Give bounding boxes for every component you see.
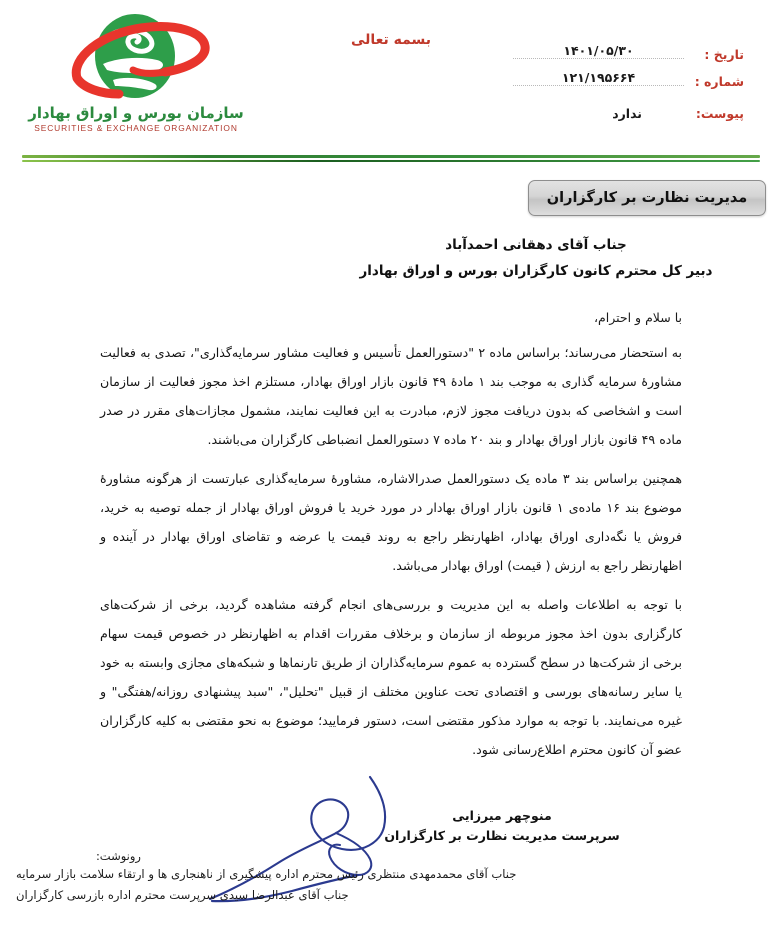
meta-row-attachment	[509, 106, 744, 133]
basmala-text: بسمه تعالی	[350, 32, 432, 48]
department-title-text: مدیریت نظارت بر کارگزاران	[546, 190, 748, 206]
body-paragraph-3: با توجه به اطلاعات واصله به این مدیریت و بررسی‌های انجام گرفته مشاهده گردید، برخی از شرکت‌های کارگزاری بدون اخذ مجوز مربوطه از سازمان و برخلاف مقررات اقدام به اظهارنظر در خصوص قیمت سهام برخی از شرکت‌ها در سطح گسترده به عموم سرمایه‌گذاران از طریق تارنماها و شبکه‌های مجازی وابسته به خود یا سایر رسانه‌های بورسی و اقتصادی تحت عناوین مختلف از قبیل "تحلیل"، "سبد پیشنهادی روزانه/هفتگی" و غیره می‌نمایند. با توجه به موارد مذکور مقتضی است، دستور فرمایید؛ موضوع به نحو مقتضی به کلیه کارگزاران عضو آن کانون محترم اطلاع‌رسانی شود.	[100, 597, 682, 757]
attachment-value: ندارد	[612, 106, 642, 121]
letter-meta-block	[509, 43, 744, 133]
number-dotted-line	[513, 70, 684, 86]
cc-line-1: جناب آقای محمدمهدی منتظری رئیس محترم اداره پیشگیری از ناهنجاری ها و ارتقاء سلامت بازار سرمایه	[16, 867, 517, 881]
logo-org-name-en: SECURITIES & EXCHANGE ORGANIZATION	[34, 123, 238, 133]
letter-header	[0, 0, 782, 150]
divider-line-bottom	[22, 160, 760, 162]
letter-body	[100, 338, 682, 764]
signature-block	[332, 806, 672, 846]
cc-label: رونوشت:	[95, 849, 141, 863]
divider-line-top	[22, 155, 760, 158]
salutation-text: با سلام و احترام،	[593, 310, 682, 325]
meta-row-date	[509, 43, 744, 73]
number-value: ۱۲۱/۱۹۵۶۶۴	[559, 70, 638, 85]
department-title-box	[528, 180, 766, 216]
organization-logo	[10, 8, 262, 133]
signature-name: منوچهر میرزایی	[452, 808, 552, 823]
body-paragraph-1: به استحضار می‌رساند؛ براساس ماده ۲ "دستورالعمل تأسیس و فعالیت مشاور سرمایه‌گذاری"، تصدی به فعالیت مشاورهٔ سرمایه گذاری به موجب بند ۱ مادهٔ ۴۹ قانون بازار اوراق بهادار، مستلزم اخذ مجوز فعالیت از سازمان است و اشخاصی که بدون دریافت مجوز لازم، مبادرت به این فعالیت نمایند، مشمول مجازات‌های مقرر در صدر ماده ۴۹ قانون بازار اوراق بهادار و بند ۲۰ ماده ۷ دستورالعمل انضباطی کارگزاران می‌باشند.	[100, 345, 683, 447]
logo-org-name-fa: سازمان بورس و اوراق بهادار	[28, 104, 244, 122]
number-label: شماره :	[694, 74, 744, 89]
cc-line-2: جناب آقای عبدالرضا سیدی سرپرست محترم اداره بازرسی کارگزاران	[16, 888, 349, 902]
header-divider	[22, 155, 760, 163]
addressee-title: دبیر کل محترم کانون کارگزاران بورس و اوراق بهادار	[359, 263, 713, 279]
date-value: ۱۴۰۱/۰۵/۳۰	[560, 43, 636, 58]
globe-swoosh-logo-icon	[61, 8, 211, 108]
date-dotted-line	[513, 43, 684, 59]
addressee-block	[306, 232, 766, 284]
attachment-label: پیوست:	[695, 106, 744, 121]
signature-title: سرپرست مدیریت نظارت بر کارگزاران	[384, 828, 620, 843]
carbon-copy-block	[16, 848, 766, 906]
meta-row-number	[509, 70, 744, 100]
body-paragraph-2: همچنین براساس بند ۳ ماده یک دستورالعمل صدرالاشاره، مشاورهٔ سرمایه‌گذاری عبارتست از هرگونه مشاورهٔ موضوع بند ۱۶ ماده‌ی ۱ قانون بازار اوراق بهادار در مورد خرید یا فروش اوراق بهادار از جمله توصیه به خرید، فروش یا نگه‌داری اوراق بهادار، اظهارنظر راجع به روند قیمت یا عرضه و تقاضای اوراق بهادار در آینده و اظهارنظر راجع به ارزش ( قیمت) اوراق بهادار می‌باشد.	[100, 471, 683, 573]
addressee-name: جناب آقای دهقانی احمدآباد	[445, 237, 627, 253]
date-label: تاریخ :	[704, 47, 744, 62]
